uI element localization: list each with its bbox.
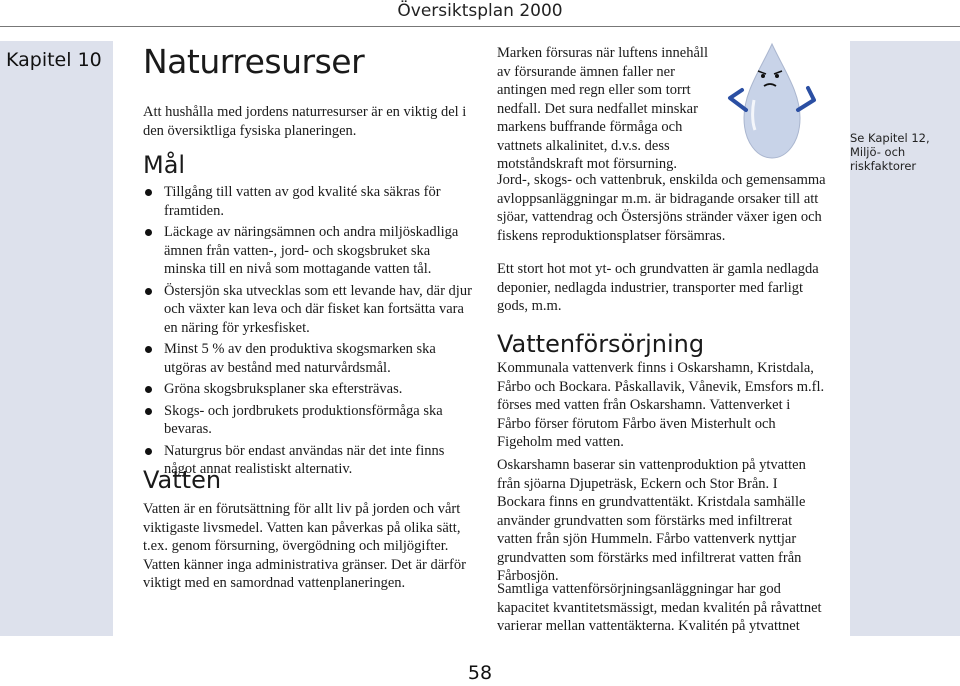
- water-supply-heading: Vattenförsörjning: [497, 330, 705, 358]
- page-title: Naturresurser: [143, 42, 365, 81]
- list-item: Östersjön ska utvecklas som ett levande hav, där djur och växter kan leva och där fisket kan fortsätta vara en näring för yrkesfisket.: [143, 282, 473, 338]
- side-note: Se Kapitel 12, Miljö- och riskfaktorer: [850, 131, 930, 173]
- goals-list: [143, 183, 473, 482]
- list-item: Tillgång till vatten av god kvalité ska säkras för framtiden.: [143, 183, 473, 220]
- paragraph: Kommunala vattenverk finns i Oskarshamn, Kristdala, Fårbo och Bockara. Påskallavik, Vånevik, Emsfors m.fl. förses med vatten från Oskarshamn. Vattenverket i Fårbo förser förutom Fårbo även Misterhult och Figeholm med vatten.: [497, 360, 825, 450]
- chapter-tab: [0, 41, 113, 636]
- list-item: Gröna skogsbruksplaner ska eftersträvas.: [143, 380, 473, 399]
- water-drop-character-icon: [722, 40, 822, 166]
- acidification-text: Marken försuras när luftens innehåll av försurande ämnen faller ner antingen med regn eller som torrt nedfall. Det sura nedfallet minskar markens buffrande förmåga och vattnets alkalinitet, d.v.s. dess motståndskraft mot försurning.: [497, 45, 708, 172]
- water-text: Vatten är en förutsättning för allt liv på jorden och vårt viktigaste livsmedel. Vatten kan påverkas på olika sätt, t.ex. genom försurning, övergödning och miljögifter. Vatten känner inga administrativa gränser. Det är därför viktigt med en samordnad vattenplaneringen.: [143, 501, 466, 591]
- goals-heading: Mål: [143, 151, 186, 179]
- paragraph: Oskarshamn baserar sin vattenproduktion på ytvatten från sjöarna Djupeträsk, Eckern och Stor Brån. I Bockara finns en grundvattentäkt. Kristdala samhälle använder grundvatten som förstärks med infiltrerat vatten från sjön Hummeln. Fårbo vattenverk nyttjar grundvatten som förstärks med infiltrerat vatten från Fårbosjön.: [497, 457, 806, 584]
- chapter-label: Kapitel 10: [6, 49, 102, 71]
- document-title: Översiktsplan 2000: [397, 1, 563, 21]
- paragraph: Ett stort hot mot yt- och grundvatten är gamla nedlagda deponier, nedlagda industrier, transporter med farligt gods, m.m.: [497, 261, 819, 314]
- list-item: Läckage av näringsämnen och andra miljöskadliga ämnen från vatten-, jord- och skogsbruket ska minska till en nivå som mottagande vatten tål.: [143, 223, 473, 279]
- side-note-tab: [850, 41, 960, 636]
- list-item: Minst 5 % av den produktiva skogsmarken ska utgöras av bestånd med naturvårdsmål.: [143, 340, 473, 377]
- page-number: 58: [467, 662, 493, 684]
- intro-text: Att hushålla med jordens naturresurser är en viktig del i den översiktliga fysiska planeringen.: [143, 104, 467, 139]
- header-rule: [0, 26, 960, 27]
- list-item: Naturgrus bör endast användas när det inte finns något annat realistiskt alternativ.: [143, 442, 473, 479]
- water-heading: Vatten: [143, 466, 222, 494]
- paragraph: Samtliga vattenförsörjningsanläggningar har god kapacitet kvantitetsmässigt, medan kvalitén på råvattnet varierar mellan vattentäkterna. Kvalitén på ytvattnet: [497, 581, 822, 634]
- list-item: Skogs- och jordbrukets produktionsförmåga ska bevaras.: [143, 402, 473, 439]
- paragraph: Jord-, skogs- och vattenbruk, enskilda och gemensamma avloppsanläggningar m.m. är bidragande orsaker till att sjöar, vattendrag och Östersjöns stränder växer igen och fiskens reproduktionsplatser försämras.: [497, 172, 826, 244]
